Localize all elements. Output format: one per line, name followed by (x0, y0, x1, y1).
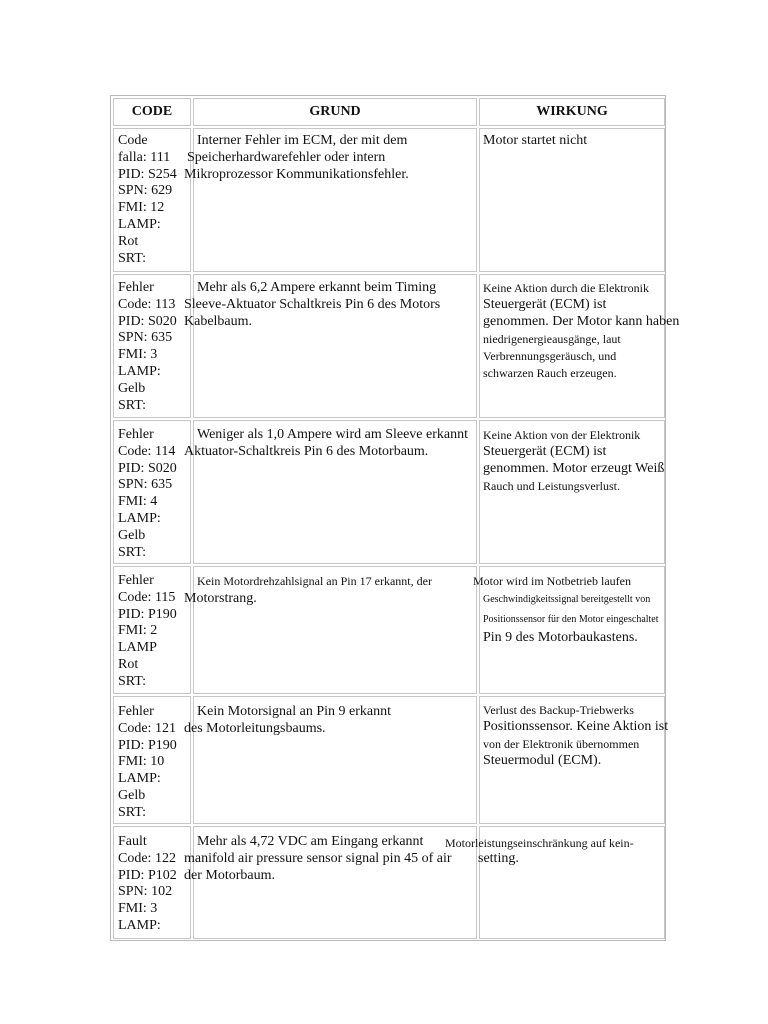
wirkung-line: Keine Aktion durch die Elektronik (483, 281, 649, 295)
wirkung-line: Positionssensor für den Motor eingeschaltet (483, 614, 659, 625)
row5-grund-text (197, 704, 391, 721)
code-line: Gelb (118, 787, 146, 803)
grund-line: Interner Fehler im ECM, der mit dem (197, 133, 408, 148)
code-line: PID: P102 (118, 867, 177, 883)
code-line: Rot (118, 233, 139, 249)
wirkung-line: Rauch und Leistungsverlust. (483, 478, 620, 493)
row4-code-text (118, 573, 177, 691)
code-line: Code: 113 (118, 296, 176, 312)
code-line: Fehler (118, 427, 154, 442)
code-line: FMI: 10 (118, 754, 165, 770)
code-line: SRT: (118, 673, 147, 689)
grund-line: der Motorbaum. (184, 868, 275, 883)
row2-grund-text-cont2 (184, 314, 252, 331)
row3-grund-text (197, 427, 468, 444)
wirkung-line: Positionssensor. Keine Aktion ist (483, 719, 669, 734)
code-line: LAMP: (118, 216, 161, 232)
row4-grund-text (197, 573, 432, 590)
code-line: PID: P190 (118, 737, 177, 753)
wirkung-line: genommen. Motor erzeugt Weiß (483, 460, 665, 476)
code-line: SRT: (118, 804, 147, 820)
grund-line: Speicherhardwarefehler oder intern (187, 150, 386, 165)
row4-wirkung-text-cont (483, 590, 659, 647)
row2-grund-text (197, 280, 436, 297)
row2-grund-text-cont (184, 297, 440, 314)
header-wirkung: WIRKUNG (479, 98, 665, 126)
code-line: Code: 115 (118, 589, 176, 605)
wirkung-line: von der Elektronik übernommen (483, 736, 640, 751)
code-line: PID: P190 (118, 606, 177, 622)
row6-grund-text-cont (184, 851, 452, 868)
code-line: FMI: 12 (118, 200, 165, 216)
grund-line: Kabelbaum. (184, 314, 253, 329)
code-line: SPN: 102 (118, 884, 173, 900)
wirkung-line: Steuermodul (ECM). (483, 752, 602, 768)
grund-line: des Motorleitungsbaums. (184, 721, 326, 736)
row5-code-text (118, 704, 177, 822)
code-line: SPN: 635 (118, 477, 173, 493)
code-line: LAMP: (118, 771, 161, 787)
wirkung-line: Pin 9 des Motorbaukastens. (483, 630, 638, 645)
wirkung-line: Motorleistungseinschränkung auf kein- (445, 836, 634, 850)
row1-grund-text (197, 133, 407, 150)
wirkung-line: niedrigenergieausgänge, laut (483, 331, 621, 346)
grund-line: Weniger als 1,0 Ampere wird am Sleeve erkannt (197, 427, 469, 442)
code-line: FMI: 4 (118, 494, 158, 510)
row1-code-text (118, 133, 177, 267)
code-line: Fehler (118, 280, 154, 295)
grund-line: Sleeve-Aktuator Schaltkreis Pin 6 des Motors (184, 297, 441, 312)
code-line: PID: S254 (118, 166, 177, 182)
wirkung-line: Steuergerät (ECM) ist (483, 297, 607, 312)
wirkung-line: Keine Aktion von der Elektronik (483, 428, 641, 442)
wirkung-line: Verbrennungsgeräusch, und (483, 348, 617, 363)
wirkung-line: schwarzen Rauch erzeugen. (483, 365, 617, 380)
code-line: Code: 122 (118, 850, 176, 866)
grund-line: Aktuator-Schaltkreis Pin 6 des Motorbaum. (184, 444, 429, 459)
code-line: SPN: 629 (118, 183, 173, 199)
grund-line: Motorstrang. (184, 591, 257, 606)
header-grund: GRUND (193, 98, 477, 126)
code-line: Gelb (118, 380, 146, 396)
code-line: Fehler (118, 704, 154, 719)
row6-grund-text-cont2 (184, 868, 275, 885)
row6-wirkung-text (445, 835, 634, 852)
row6-wirkung-text-cont (478, 851, 519, 868)
row3-wirkung-text (483, 427, 664, 495)
code-line: falla: 111 (118, 149, 171, 165)
wirkung-line: Motor startet nicht (483, 133, 588, 148)
wirkung-line: Steuergerät (ECM) ist (483, 444, 607, 459)
grund-line: Mehr als 6,2 Ampere erkannt beim Timing (197, 280, 437, 295)
code-line: LAMP: (118, 510, 161, 526)
row1-grund-text-cont2 (184, 167, 409, 184)
code-line: Fehler (118, 573, 154, 588)
wirkung-line: genommen. Der Motor kann haben (483, 313, 680, 329)
code-line: Code: 114 (118, 443, 176, 459)
code-line: SRT: (118, 544, 147, 560)
code-line: Gelb (118, 527, 146, 543)
row3-code-text (118, 427, 177, 561)
row1-wirkung-text (483, 133, 587, 150)
code-line: FMI: 3 (118, 347, 158, 363)
grund-line: Mikroprozessor Kommunikationsfehler. (184, 167, 409, 182)
grund-line: Mehr als 4,72 VDC am Eingang erkannt (197, 834, 424, 849)
code-line: PID: S020 (118, 460, 177, 476)
grund-line: manifold air pressure sensor signal pin 45 of air (184, 851, 452, 866)
grund-line: Kein Motordrehzahlsignal an Pin 17 erkannt, der (197, 574, 432, 588)
code-line: FMI: 2 (118, 623, 158, 639)
row3-grund-text-cont (184, 444, 428, 461)
row1-grund-text-cont (187, 150, 385, 167)
row5-grund-text-cont (184, 721, 326, 738)
grund-line: Kein Motorsignal an Pin 9 erkannt (197, 704, 392, 719)
code-line: Code (118, 133, 148, 148)
wirkung-line: Verlust des Backup-Triebwerks (483, 703, 634, 717)
row2-wirkung-text (483, 280, 679, 382)
row4-wirkung-text (473, 573, 631, 590)
fault-code-table (110, 95, 680, 941)
code-line: PID: S020 (118, 313, 177, 329)
row4-grund-text-cont (184, 591, 257, 608)
wirkung-line: Motor wird im Notbetrieb laufen (473, 574, 631, 588)
code-line: SRT: (118, 250, 147, 266)
row2-code-text (118, 280, 177, 414)
code-line: SRT: (118, 397, 147, 413)
code-line: LAMP: (118, 917, 161, 933)
code-line: Fault (118, 834, 147, 849)
row6-grund-text (197, 834, 423, 851)
code-line: LAMP (118, 640, 157, 656)
row6-code-text (118, 834, 177, 935)
code-line: Code: 121 (118, 720, 176, 736)
row5-wirkung-text (483, 702, 668, 770)
code-line: FMI: 3 (118, 901, 158, 917)
header-code: CODE (113, 98, 191, 126)
wirkung-line: setting. (478, 851, 519, 866)
code-line: LAMP: (118, 363, 161, 379)
code-line: Rot (118, 656, 139, 672)
wirkung-line: Geschwindigkeitssignal bereitgestellt von (483, 594, 651, 605)
code-line: SPN: 635 (118, 330, 173, 346)
